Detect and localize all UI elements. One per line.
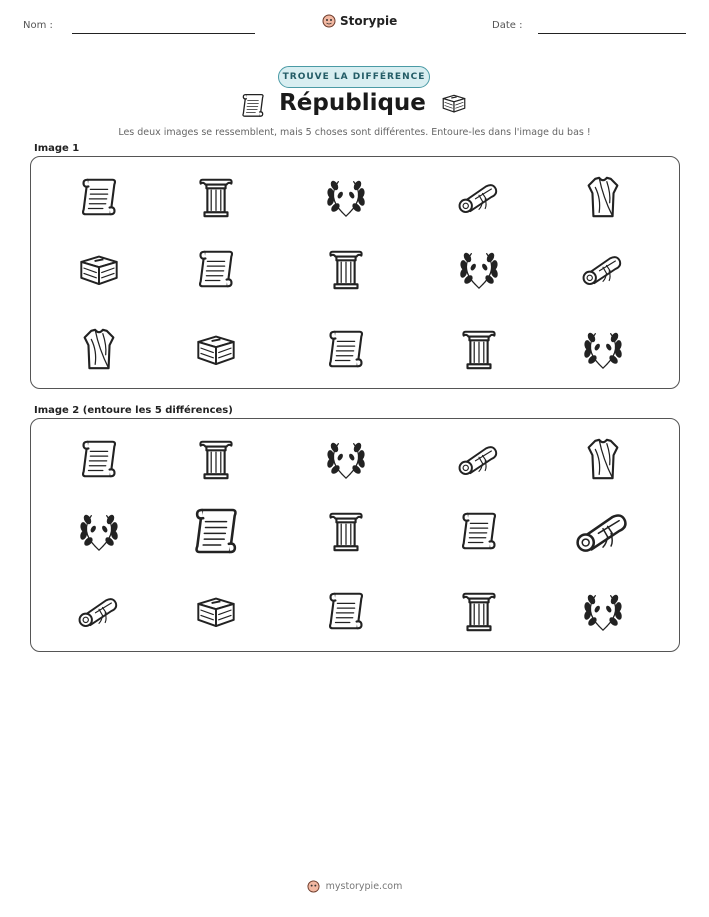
rolled-scroll-icon: [580, 246, 626, 292]
date-field[interactable]: [538, 33, 686, 34]
column-icon: [193, 174, 239, 220]
storypie-mascot-icon: [307, 880, 320, 893]
column-icon: [456, 326, 502, 372]
activity-badge: TROUVE LA DIFFÉRENCE: [278, 66, 430, 88]
name-label: Nom :: [23, 20, 53, 31]
rolled-scroll-icon[interactable]: [76, 588, 122, 634]
ballot-box-icon: [193, 326, 239, 372]
ballot-box-icon[interactable]: [193, 588, 239, 634]
laurel-wreath-icon[interactable]: [76, 508, 122, 554]
scroll-icon[interactable]: [323, 588, 369, 634]
scroll-icon: [323, 326, 369, 372]
laurel-wreath-icon[interactable]: [580, 588, 626, 634]
column-icon[interactable]: [323, 508, 369, 554]
scroll-icon: [193, 246, 239, 292]
image1-panel: [30, 156, 680, 389]
rolled-scroll-icon: [456, 174, 502, 220]
brand-name: Storypie: [340, 14, 398, 28]
laurel-wreath-icon[interactable]: [323, 436, 369, 482]
toga-icon: [580, 174, 626, 220]
column-icon[interactable]: [193, 436, 239, 482]
image2-label: Image 2 (entoure les 5 différences): [34, 405, 233, 416]
column-icon[interactable]: [456, 588, 502, 634]
laurel-wreath-icon: [580, 326, 626, 372]
footer: [0, 880, 709, 893]
scroll-icon[interactable]: [456, 508, 502, 554]
ballot-box-icon: [440, 91, 468, 115]
name-field[interactable]: [72, 33, 255, 34]
toga-icon[interactable]: [580, 436, 626, 482]
laurel-wreath-icon: [456, 246, 502, 292]
scroll-icon[interactable]: [188, 503, 244, 559]
rolled-scroll-icon[interactable]: [456, 436, 502, 482]
date-label: Date :: [492, 20, 523, 31]
rolled-scroll-icon[interactable]: [573, 501, 633, 561]
footer-url: mystorypie.com: [325, 881, 403, 892]
instructions: Les deux images se ressemblent, mais 5 choses sont différentes. Entoure-les dans l'image du bas !: [118, 127, 591, 138]
storypie-mascot-icon: [322, 14, 336, 28]
scroll-icon: [76, 174, 122, 220]
scroll-icon[interactable]: [76, 436, 122, 482]
image2-panel[interactable]: [30, 418, 680, 652]
laurel-wreath-icon: [323, 174, 369, 220]
toga-icon: [76, 326, 122, 372]
column-icon: [323, 246, 369, 292]
page-title: République: [279, 90, 426, 116]
ballot-box-icon: [76, 246, 122, 292]
brand-logo: [322, 14, 397, 28]
scroll-icon: [241, 91, 265, 115]
image1-label: Image 1: [34, 143, 80, 154]
